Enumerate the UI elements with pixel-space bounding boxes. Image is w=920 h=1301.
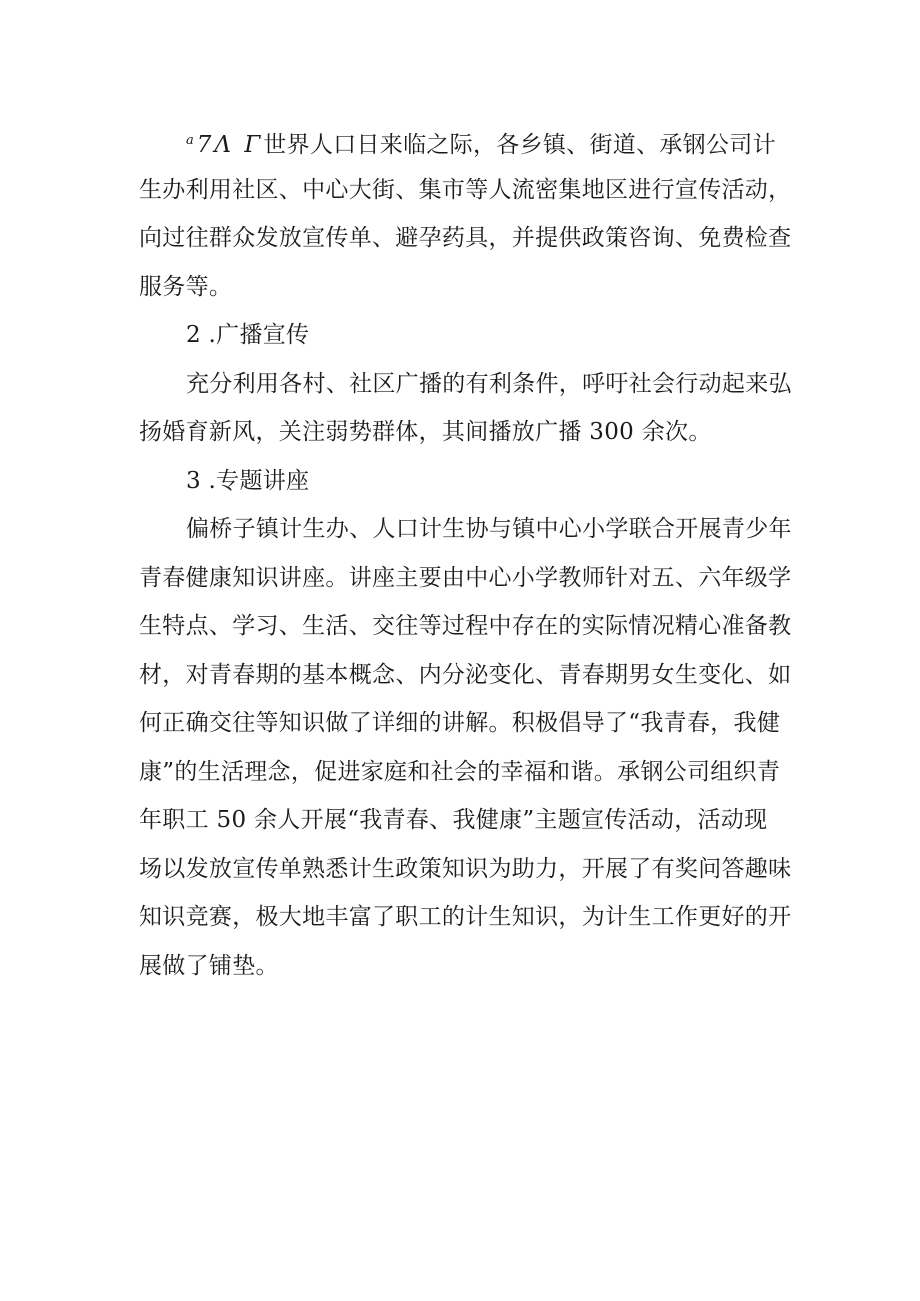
section2-line2: 扬婚育新风，关注弱势群体，其间播放广播 300 余次。 bbox=[139, 419, 712, 445]
paragraph1-line1 bbox=[186, 126, 776, 156]
section2-heading: 2 .广播宣传 bbox=[186, 322, 310, 348]
section3-line3: 生特点、学习、生活、交往等过程中存在的实际情况精心准备教 bbox=[139, 613, 792, 639]
section3-line10: 展做了铺垫。 bbox=[139, 953, 279, 979]
paragraph1-line3: 向过往群众发放宣传单、避孕药具，并提供政策咨询、免费检查 bbox=[139, 225, 792, 251]
paragraph1-line2: 生办利用社区、中心大街、集市等人流密集地区进行宣传活动， bbox=[139, 177, 792, 203]
section3-line7: 年职工 50 余人开展“我青春、我健康”主题宣传活动，活动现 bbox=[139, 807, 768, 833]
section3-line6: 康”的生活理念，促进家庭和社会的幸福和谐。承钢公司组织青 bbox=[139, 759, 781, 785]
section3-line9: 知识竞赛，极大地丰富了职工的计生知识，为计生工作更好的开 bbox=[139, 904, 792, 930]
section3-line5: 何正确交往等知识做了详细的讲解。积极倡导了“我青春，我健 bbox=[139, 710, 781, 736]
section3-line8: 场以发放宣传单熟悉计生政策知识为助力，开展了有奖问答趣味 bbox=[139, 856, 792, 882]
section3-line1: 偏桥子镇计生办、人口计生协与镇中心小学联合开展青少年 bbox=[186, 516, 792, 542]
paragraph1-line1-text: 世界人口日来临之际，各乡镇、街道、承钢公司计 bbox=[263, 132, 776, 158]
paragraph1-line4: 服务等。 bbox=[139, 274, 233, 300]
paragraph1-lead-glyphs bbox=[186, 132, 263, 158]
section2-line1: 充分利用各村、社区广播的有利条件，呼吁社会行动起来弘 bbox=[186, 371, 792, 397]
section3-line2: 青春健康知识讲座。讲座主要由中心小学教师针对五、六年级学 bbox=[139, 565, 792, 591]
lead-symbol: a bbox=[186, 133, 197, 148]
section3-line4: 材，对青春期的基本概念、内分泌变化、青春期男女生变化、如 bbox=[139, 662, 792, 688]
section3-heading: 3 .专题讲座 bbox=[186, 468, 310, 494]
lead-glyph-text: 7Λ Γ bbox=[196, 132, 264, 158]
